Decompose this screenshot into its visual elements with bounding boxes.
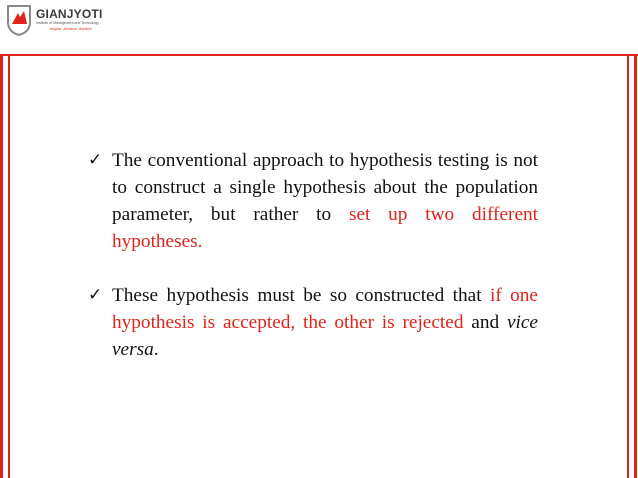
logo-motto: Inspire. Achieve. Ascend bbox=[50, 27, 92, 31]
bullet-italic: vice versa bbox=[112, 312, 538, 360]
logo bbox=[6, 4, 114, 38]
logo-brand: GIANJYOTI bbox=[36, 7, 103, 21]
top-border bbox=[0, 54, 638, 56]
checkmark-icon: ✓ bbox=[88, 285, 103, 305]
bullet-text-and: and bbox=[471, 312, 500, 333]
logo-tagline: Institute of Management and Technology bbox=[36, 21, 99, 25]
slide-content bbox=[88, 147, 538, 363]
left-border-outer bbox=[0, 54, 3, 478]
bullet-highlight: if one hypothesis is accepted, the other is rejected bbox=[112, 285, 538, 333]
bullet-text: These hypothesis must be so constructed that bbox=[112, 285, 482, 306]
bullet-period: . bbox=[153, 339, 159, 360]
left-border-inner bbox=[8, 54, 10, 478]
checkmark-icon: ✓ bbox=[88, 150, 103, 170]
logo-shield-icon bbox=[6, 4, 32, 36]
right-border-outer bbox=[634, 54, 637, 478]
bullet-item bbox=[88, 282, 538, 363]
bullet-item bbox=[88, 147, 538, 255]
bullet-text: The conventional approach to hypothesis testing is not to construct a single hypothesis about the population parameter, but rather to bbox=[112, 150, 538, 225]
right-border-inner bbox=[627, 54, 629, 478]
bullet-highlight: set up two different hypotheses. bbox=[112, 204, 538, 252]
